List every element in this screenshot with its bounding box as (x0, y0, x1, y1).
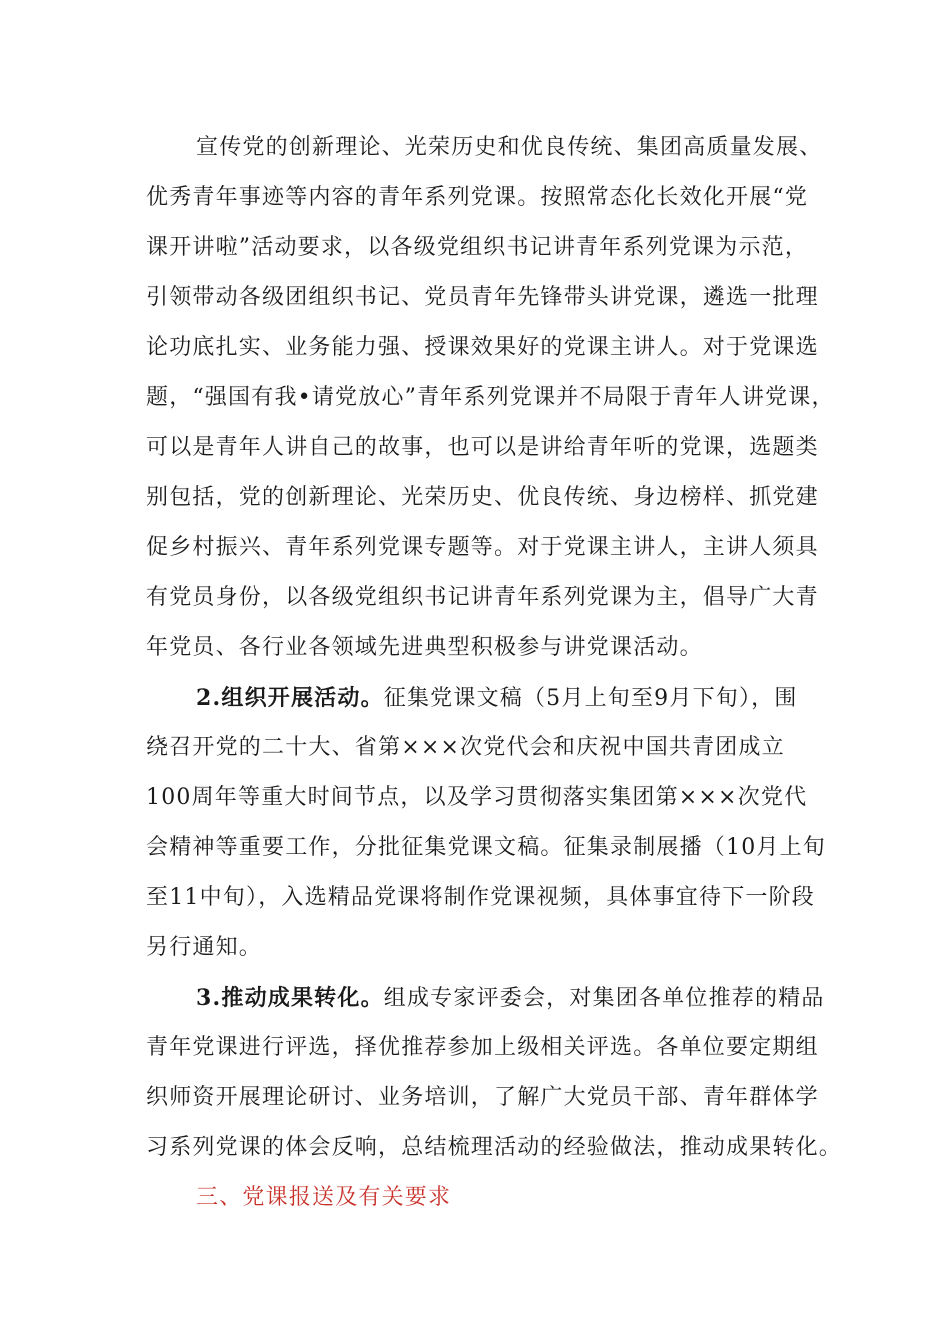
item3-line-3: 织师资开展理论研讨、业务培训，了解广大党员干部、青年群体学 (146, 1085, 819, 1110)
item3-first-line (196, 983, 825, 1014)
item3-first-line-text: 组成专家评委会，对集团各单位推荐的精品 (383, 986, 825, 1011)
item2-line-2: 绕召开党的二十大、省第×××次党代会和庆祝中国共青团成立 (146, 735, 785, 760)
item2-line-4: 会精神等重要工作，分批征集党课文稿。征集录制展播（10月上旬 (146, 835, 826, 860)
para1-line-5: 论功底扎实、业务能力强、授课效果好的党课主讲人。对于党课选 (146, 335, 819, 360)
item2-line-5: 至11中旬），入选精品党课将制作党课视频，具体事宜待下一阶段 (146, 885, 815, 910)
item2-first-line (196, 683, 798, 714)
para1-line-1: 宣传党的创新理论、光荣历史和优良传统、集团高质量发展、 (196, 135, 823, 160)
item2-heading: 2.组织开展活动。 (196, 685, 384, 711)
item2-line-6: 另行通知。 (146, 935, 263, 960)
section3-heading: 三、党课报送及有关要求 (196, 1185, 452, 1210)
item3-line-4: 习系列党课的体会反响，总结梳理活动的经验做法，推动成果转化。 (146, 1135, 843, 1160)
item3-line-2: 青年党课进行评选，择优推荐参加上级相关评选。各单位要定期组 (146, 1035, 819, 1060)
para1-line-4: 引领带动各级团组织书记、党员青年先锋带头讲党课，遴选一批理 (146, 285, 819, 310)
para1-line-8: 别包括，党的创新理论、光荣历史、优良传统、身边榜样、抓党建 (146, 485, 819, 510)
item3-heading: 3.推动成果转化。 (196, 985, 384, 1011)
para1-line-6: 题，“强国有我•请党放心”青年系列党课并不局限于青年人讲党课， (146, 385, 835, 410)
para1-line-9: 促乡村振兴、青年系列党课专题等。对于党课主讲人，主讲人须具 (146, 535, 819, 560)
para1-line-10: 有党员身份，以各级党组织书记讲青年系列党课为主，倡导广大青 (146, 585, 819, 610)
para1-line-3: 课开讲啦”活动要求，以各级党组织书记讲青年系列党课为示范， (146, 235, 809, 260)
para1-line-7: 可以是青年人讲自己的故事，也可以是讲给青年听的党课，选题类 (146, 435, 819, 460)
para1-line-11: 年党员、各行业各领域先进典型积极参与讲党课活动。 (146, 635, 703, 660)
para1-line-2: 优秀青年事迹等内容的青年系列党课。按照常态化长效化开展“党 (146, 185, 809, 210)
item2-first-line-text: 征集党课文稿（5月上旬至9月下旬），围 (383, 686, 798, 711)
item2-line-3: 100周年等重大时间节点，以及学习贯彻落实集团第×××次党代 (146, 785, 808, 810)
